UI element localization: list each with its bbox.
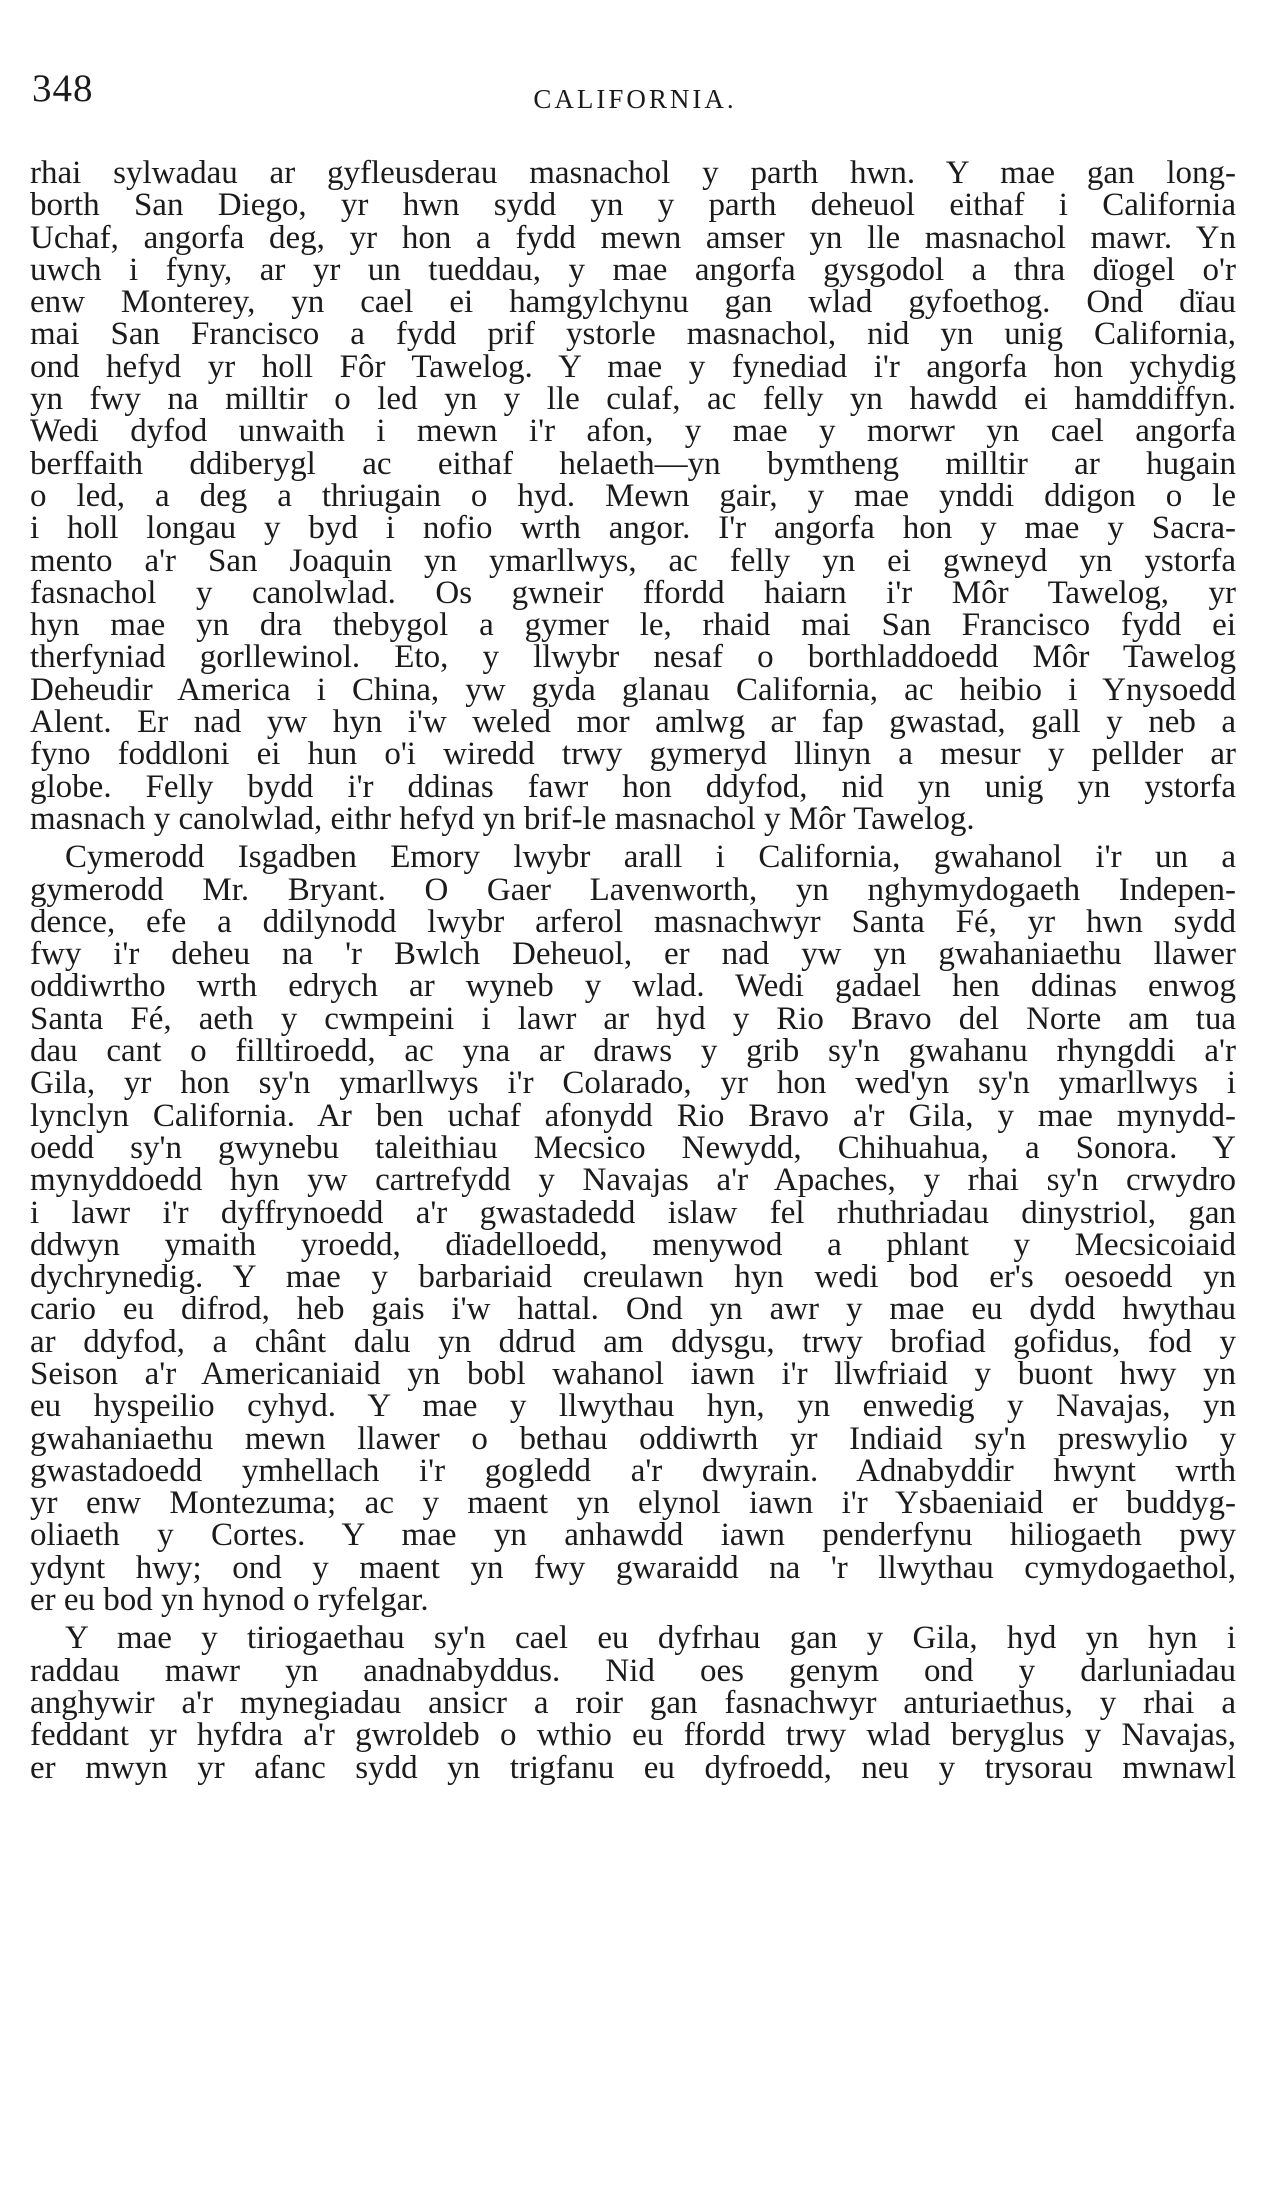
text-line: Deheudir America i China, yw gyda glanau California, ac heibio i Ynysoedd [30,671,1236,708]
text-line: dence, efe a ddilynodd lwybr arferol masnachwyr Santa Fé, yr hwn sydd [30,903,1236,940]
text-line: Santa Fé, aeth y cwmpeini i lawr ar hyd y Rio Bravo del Norte am tua [30,1000,1236,1037]
text-line: fwy i'r deheu na 'r Bwlch Deheuol, er nad yw yn gwahaniaethu llawer [30,936,1236,973]
text-line: fyno foddloni ei hun o'i wiredd trwy gymeryd llinyn a mesur y pellder ar [30,736,1236,773]
text-line: yr enw Montezuma; ac y maent yn elynol iawn i'r Ysbaeniaid er buddyg- [30,1485,1236,1522]
text-line: fasnachol y canolwlad. Os gwneir ffordd haiarn i'r Môr Tawelog, yr [30,574,1236,611]
text-line: cario eu difrod, heb gais i'w hattal. Ond yn awr y mae eu dydd hwythau [30,1291,1236,1328]
text-line: Seison a'r Americaniaid yn bobl wahanol iawn i'r llwfriaid y buont hwy yn [30,1355,1236,1392]
text-line: mento a'r San Joaquin yn ymarllwys, ac felly yn ei gwneyd yn ystorfa [30,542,1236,579]
text-line: gwastadoedd ymhellach i'r gogledd a'r dwyrain. Adnabyddir hwynt wrth [30,1452,1236,1489]
text-line: gymerodd Mr. Bryant. O Gaer Lavenworth, yn nghymydogaeth Indepen- [30,871,1236,908]
text-line: ydynt hwy; ond y maent yn fwy gwaraidd na 'r llwythau cymydogaethol, [30,1549,1236,1586]
text-line: dau cant o filltiroedd, ac yna ar draws y grib sy'n gwahanu rhyngddi a'r [30,1033,1236,1070]
text-line: o led, a deg a thriugain o hyd. Mewn gair, y mae ynddi ddigon o le [30,477,1236,514]
text-line: anghywir a'r mynegiadau ansicr a roir gan fasnachwyr anturiaethus, y rhai a [30,1684,1236,1721]
text-line: uwch i fyny, ar yr un tueddau, y mae angorfa gysgodol a thra dïogel o'r [30,251,1236,288]
text-line: masnach y canolwlad, eithr hefyd yn brif-le masnachol y Môr Tawelog. [30,800,975,837]
text-line: hyn mae yn dra thebygol a gymer le, rhaid mai San Francisco fydd ei [30,607,1236,644]
text-line: ddwyn ymaith yroedd, dïadelloedd, menywod a phlant y Mecsicoiaid [30,1226,1236,1263]
text-line: er mwyn yr afanc sydd yn trigfanu eu dyfroedd, neu y trysorau mwnawl [30,1749,1236,1786]
page-number: 348 [32,67,94,110]
text-line: lynclyn California. Ar ben uchaf afonydd Rio Bravo a'r Gila, y mae mynydd- [30,1097,1236,1134]
paragraph [30,1620,1236,1786]
text-line: dychrynedig. Y mae y barbariaid creulawn hyn wedi bod er's oesoedd yn [30,1259,1236,1296]
text-line: globe. Felly bydd i'r ddinas fawr hon ddyfod, nid yn unig yn ystorfa [30,768,1236,805]
paragraph [30,839,1236,1619]
text-line: enw Monterey, yn cael ei hamgylchynu gan wlad gyfoethog. Ond dïau [30,284,1236,321]
text-line: er eu bod yn hynod o ryfelgar. [30,1582,429,1619]
text-line: i holl longau y byd i nofio wrth angor. I'r angorfa hon y mae y Sacra- [30,510,1236,547]
text-line: eu hyspeilio cyhyd. Y mae y llwythau hyn, yn enwedig y Navajas, yn [30,1388,1236,1425]
text-line: oliaeth y Cortes. Y mae yn anhawdd iawn penderfynu hiliogaeth pwy [30,1517,1236,1554]
text-line: Alent. Er nad yw hyn i'w weled mor amlwg ar fap gwastad, gall y neb a [30,704,1236,741]
running-title: CALIFORNIA. [533,84,737,114]
text-line: ond hefyd yr holl Fôr Tawelog. Y mae y fynediad i'r angorfa hon ychydig [30,348,1236,385]
text-line: berffaith ddiberygl ac eithaf helaeth—yn bymtheng milltir ar hugain [30,445,1236,482]
text-line: Uchaf, angorfa deg, yr hon a fydd mewn amser yn lle masnachol mawr. Yn [30,219,1236,256]
text-line: gwahaniaethu mewn llawer o bethau oddiwrth yr Indiaid sy'n preswylio y [30,1420,1236,1457]
paragraph [30,157,1236,835]
body-text [30,157,1236,1784]
text-line: Cymerodd Isgadben Emory lwybr arall i California, gwahanol i'r un a [65,839,1236,876]
text-line: i lawr i'r dyffrynoedd a'r gwastadedd islaw fel rhuthriadau dinystriol, gan [30,1194,1236,1231]
text-line: mai San Francisco a fydd prif ystorle masnachol, nid yn unig California, [30,316,1236,353]
text-line: oedd sy'n gwynebu taleithiau Mecsico Newydd, Chihuahua, a Sonora. Y [30,1129,1236,1166]
text-line: therfyniad gorllewinol. Eto, y llwybr nesaf o borthladdoedd Môr Tawelog [30,639,1236,676]
text-line: borth San Diego, yr hwn sydd yn y parth deheuol eithaf i California [30,187,1236,224]
text-line: ar ddyfod, a chânt dalu yn ddrud am ddysgu, trwy brofiad gofidus, fod y [30,1323,1236,1360]
text-line: Gila, yr hon sy'n ymarllwys i'r Colarado, yr hon wed'yn sy'n ymarllwys i [30,1065,1236,1102]
text-line: Y mae y tiriogaethau sy'n cael eu dyfrhau gan y Gila, hyd yn hyn i [65,1620,1236,1657]
text-line: oddiwrtho wrth edrych ar wyneb y wlad. Wedi gadael hen ddinas enwog [30,968,1236,1005]
text-line: mynyddoedd hyn yw cartrefydd y Navajas a'r Apaches, y rhai sy'n crwydro [30,1162,1236,1199]
text-line: Wedi dyfod unwaith i mewn i'r afon, y mae y morwr yn cael angorfa [30,413,1236,450]
text-line: feddant yr hyfdra a'r gwroldeb o wthio eu ffordd trwy wlad beryglus y Navajas, [30,1717,1236,1754]
text-line: raddau mawr yn anadnabyddus. Nid oes genym ond y darluniadau [30,1652,1236,1689]
text-line: yn fwy na milltir o led yn y lle culaf, ac felly yn hawdd ei hamddiffyn. [30,381,1236,418]
text-line: rhai sylwadau ar gyfleusderau masnachol y parth hwn. Y mae gan long- [30,155,1236,191]
